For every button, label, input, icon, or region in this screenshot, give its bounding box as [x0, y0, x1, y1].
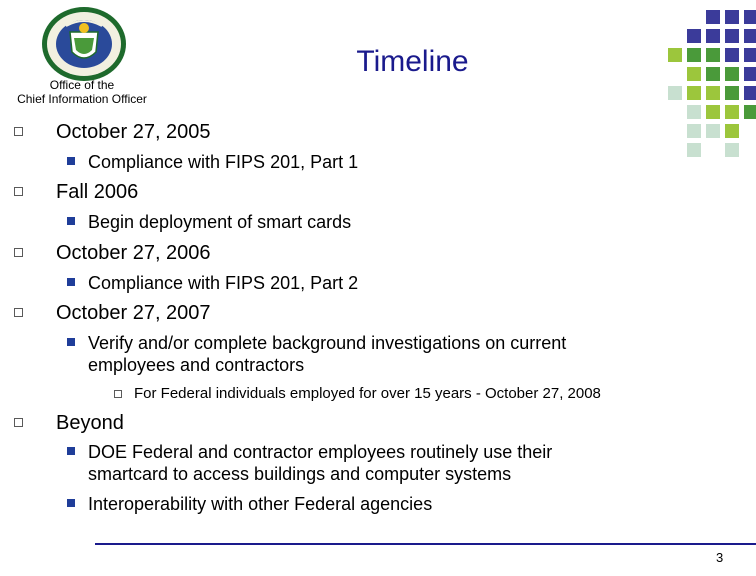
grid-square [725, 29, 739, 43]
grid-square [725, 10, 739, 24]
office-line-2: Chief Information Officer [17, 92, 147, 106]
filled-square-bullet-icon [67, 157, 75, 165]
timeline-item-label: Fall 2006 [56, 181, 139, 203]
grid-square [687, 29, 701, 43]
decorative-square-grid [0, 0, 756, 170]
grid-square [687, 124, 701, 138]
timeline-item [56, 301, 211, 325]
timeline-subsubitem-text: For Federal individuals employed for over 15 years - October 27, 2008 [134, 385, 601, 402]
slide-title: Timeline [356, 45, 469, 78]
grid-square [706, 29, 720, 43]
filled-square-bullet-icon [67, 217, 75, 225]
timeline-item [56, 241, 211, 265]
grid-square [744, 48, 756, 62]
square-bullet-icon [114, 390, 122, 398]
filled-square-bullet-icon [67, 499, 75, 507]
grid-square [706, 10, 720, 24]
timeline-item-label: Beyond [56, 412, 124, 434]
grid-square [725, 124, 739, 138]
grid-square [706, 48, 720, 62]
footer-divider [95, 543, 756, 545]
timeline-item-label: October 27, 2006 [56, 242, 211, 264]
timeline-subitem-text-line-1: Verify and/or complete background investigations on current [88, 333, 567, 353]
grid-square [687, 48, 701, 62]
timeline-subitem-text-line-2: smartcard to access buildings and computer systems [88, 464, 512, 484]
square-bullet-icon [14, 248, 23, 257]
grid-square [687, 86, 701, 100]
grid-square [725, 105, 739, 119]
grid-square [687, 67, 701, 81]
filled-square-bullet-icon [67, 447, 75, 455]
square-bullet-icon [14, 418, 23, 427]
grid-square [706, 86, 720, 100]
timeline-subitem-text: Compliance with FIPS 201, Part 1 [88, 152, 359, 172]
timeline-subsubitem [134, 385, 601, 403]
grid-square [706, 67, 720, 81]
timeline-subitem-text-line-1: DOE Federal and contractor employees routinely use their [88, 442, 553, 462]
square-bullet-icon [14, 187, 23, 196]
timeline-subitem [88, 332, 566, 376]
filled-square-bullet-icon [67, 338, 75, 346]
grid-square [725, 143, 739, 157]
timeline-item [56, 120, 211, 144]
grid-square [687, 143, 701, 157]
timeline-item-label: October 27, 2007 [56, 302, 211, 324]
timeline-subitem-text: Compliance with FIPS 201, Part 2 [88, 273, 359, 293]
grid-square [744, 86, 756, 100]
timeline-subitem [88, 441, 552, 485]
filled-square-bullet-icon [67, 278, 75, 286]
grid-square [706, 105, 720, 119]
grid-square [744, 105, 756, 119]
grid-square [668, 86, 682, 100]
timeline-subitem-text: Interoperability with other Federal agencies [88, 494, 433, 514]
office-line-1: Office of the [49, 78, 115, 92]
grid-square [725, 86, 739, 100]
timeline-subitem-text-line-2: employees and contractors [88, 355, 305, 375]
timeline-item [56, 411, 124, 435]
page-number: 3 [716, 550, 724, 565]
grid-square [706, 124, 720, 138]
grid-square [687, 105, 701, 119]
timeline-item [56, 180, 138, 204]
timeline-subitem [88, 493, 432, 515]
square-bullet-icon [14, 127, 23, 136]
grid-square [744, 29, 756, 43]
grid-square [744, 10, 756, 24]
grid-square [725, 67, 739, 81]
timeline-subitem [88, 211, 351, 233]
grid-square [744, 67, 756, 81]
timeline-subitem [88, 151, 358, 173]
timeline-subitem [88, 272, 358, 294]
timeline-item-label: October 27, 2005 [56, 121, 211, 143]
grid-square [668, 48, 682, 62]
timeline-subitem-text: Begin deployment of smart cards [88, 212, 352, 232]
grid-square [725, 48, 739, 62]
square-bullet-icon [14, 308, 23, 317]
